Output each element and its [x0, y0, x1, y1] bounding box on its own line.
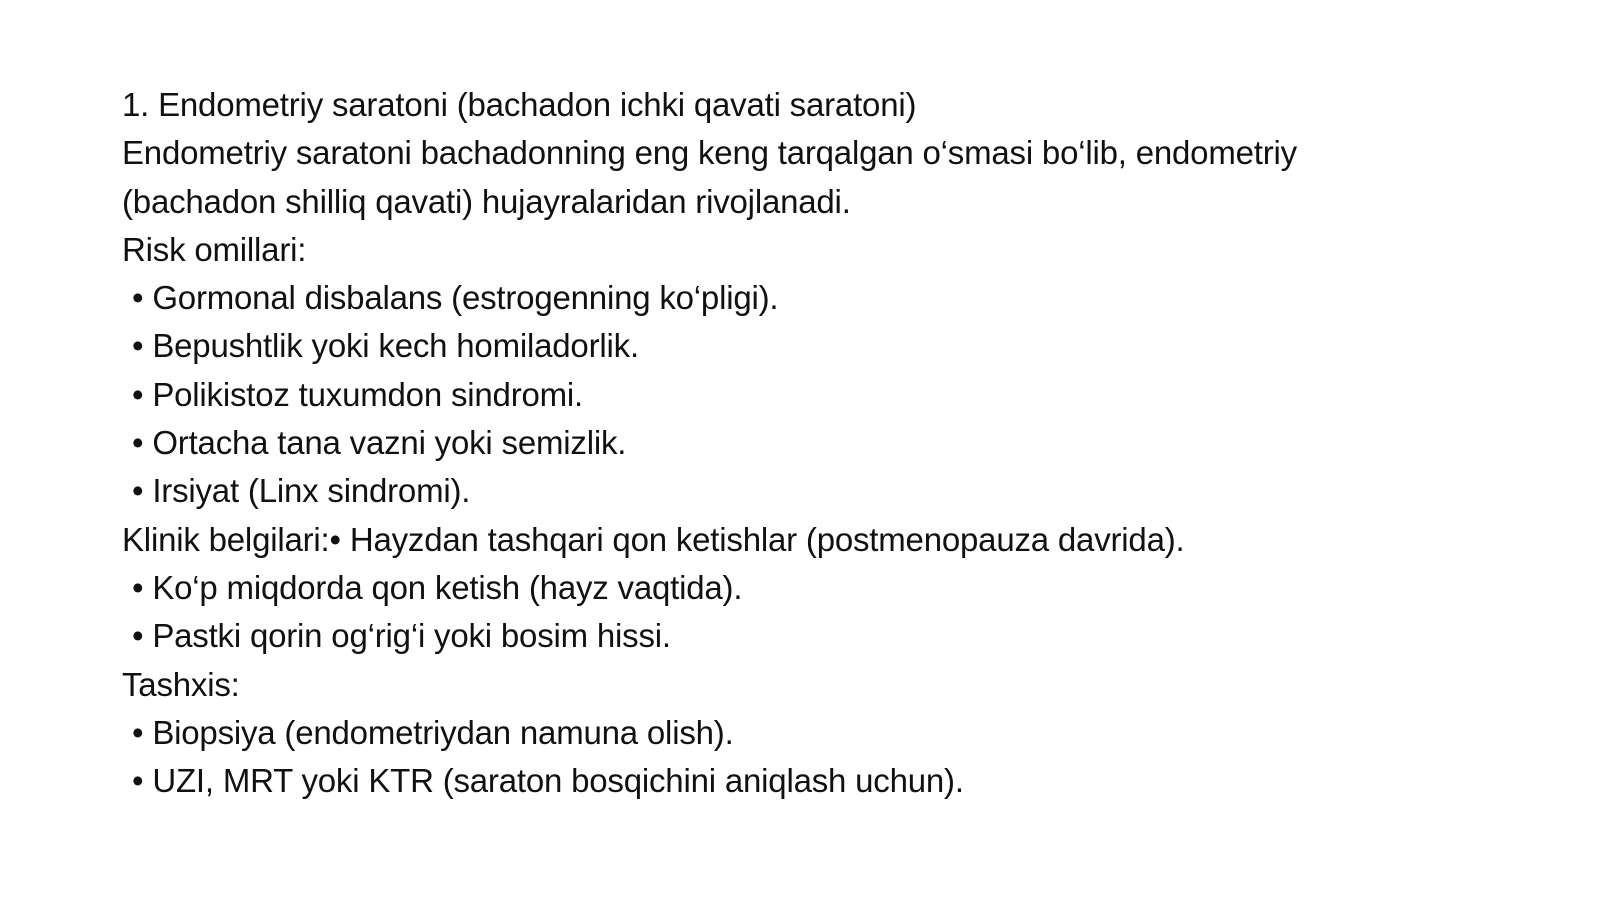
risk-factors-heading: Risk omillari:: [122, 230, 307, 268]
risk-factor-item: • Bepushtlik yoki kech homiladorlik.: [132, 327, 639, 365]
diagnosis-heading: Tashxis:: [122, 665, 240, 703]
risk-factor-item: • Gormonal disbalans (estrogenning ko‘pligi).: [132, 279, 779, 317]
risk-factor-item: • Ortacha tana vazni yoki semizlik.: [132, 424, 627, 462]
intro-text-line-2: (bachadon shilliq qavati) hujayralaridan rivojlanadi.: [122, 182, 851, 220]
intro-text-line-1: Endometriy saratoni bachadonning eng keng tarqalgan o‘smasi bo‘lib, endometriy: [122, 134, 1297, 172]
diagnosis-item: • UZI, MRT yoki KTR (saraton bosqichini aniqlash uchun).: [132, 762, 964, 800]
clinical-sign-item: • Ko‘p miqdorda qon ketish (hayz vaqtida).: [132, 568, 743, 606]
clinical-signs-line: Klinik belgilari:• Hayzdan tashqari qon ketishlar (postmenopauza davrida).: [122, 520, 1185, 558]
slide-text-body: [122, 81, 1562, 805]
risk-factor-item: • Polikistoz tuxumdon sindromi.: [132, 375, 584, 413]
diagnosis-item: • Biopsiya (endometriydan namuna olish).: [132, 713, 734, 751]
clinical-sign-item: • Pastki qorin og‘rig‘i yoki bosim hissi.: [132, 617, 671, 655]
risk-factor-item: • Irsiyat (Linx sindromi).: [132, 472, 471, 510]
section-heading: 1. Endometriy saratoni (bachadon ichki qavati saratoni): [122, 86, 917, 123]
